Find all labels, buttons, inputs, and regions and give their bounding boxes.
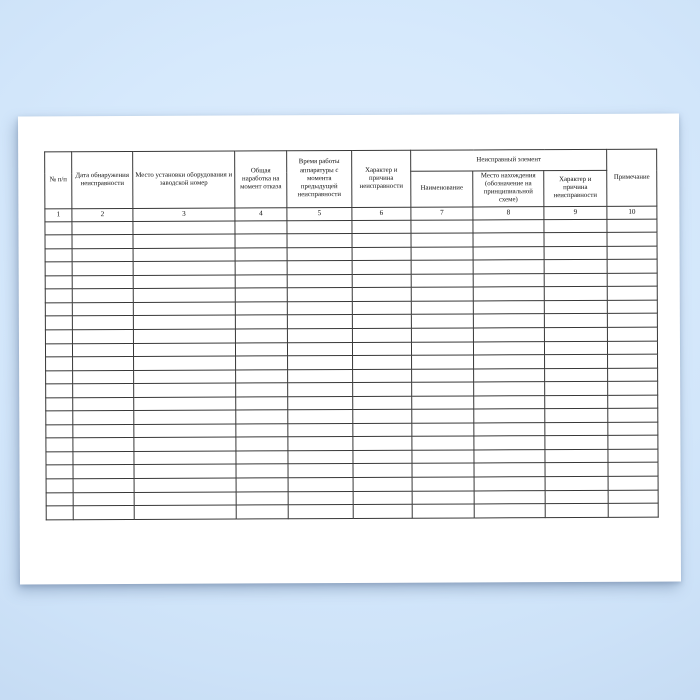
empty-cell — [545, 476, 608, 490]
empty-cell — [287, 234, 352, 248]
empty-cell — [473, 219, 544, 233]
empty-cell — [608, 381, 658, 395]
empty-cell — [287, 220, 352, 234]
empty-cell — [133, 221, 235, 235]
empty-cell — [45, 221, 72, 235]
empty-cell — [287, 247, 352, 261]
empty-cell — [133, 248, 235, 262]
empty-cell — [545, 409, 608, 423]
empty-cell — [287, 274, 352, 288]
empty-cell — [411, 274, 473, 288]
empty-cell — [411, 342, 473, 356]
empty-cell — [288, 437, 353, 451]
empty-cell — [607, 232, 657, 246]
empty-cell — [544, 287, 607, 301]
empty-cell — [288, 450, 353, 464]
empty-cell — [353, 410, 412, 424]
empty-cell — [353, 423, 412, 437]
empty-cell — [412, 463, 474, 477]
empty-cell — [473, 233, 544, 247]
empty-cell — [46, 397, 73, 411]
empty-cell — [287, 261, 352, 275]
empty-cell — [545, 382, 608, 396]
empty-cell — [45, 303, 72, 317]
empty-cell — [134, 464, 236, 478]
empty-cell — [352, 274, 411, 288]
empty-cell — [134, 424, 236, 438]
empty-cell — [412, 382, 474, 396]
column-number: 5 — [287, 207, 352, 220]
column-header-install-place: Место установки оборудования и заводской номер — [133, 151, 235, 208]
empty-cell — [133, 343, 235, 357]
empty-cell — [473, 260, 544, 274]
column-header-total-operating-time: Общая наработка на момент отказа — [235, 151, 287, 208]
empty-cell — [608, 368, 658, 382]
empty-cell — [545, 422, 608, 436]
empty-cell — [72, 221, 133, 235]
empty-cell — [353, 355, 412, 369]
empty-cell — [73, 438, 134, 452]
empty-cell — [544, 314, 607, 328]
empty-cell — [287, 328, 352, 342]
empty-cell — [545, 395, 608, 409]
empty-cell — [134, 410, 236, 424]
empty-cell — [288, 356, 353, 370]
empty-cell — [235, 275, 287, 289]
empty-cell — [72, 316, 133, 330]
empty-cell — [544, 233, 607, 247]
empty-cell — [544, 341, 607, 355]
empty-cell — [353, 437, 412, 451]
empty-cell — [545, 354, 608, 368]
column-number: 7 — [411, 207, 473, 220]
header-row-1 — [45, 149, 657, 173]
column-header-element-name: Наименование — [411, 171, 473, 207]
empty-cell — [73, 357, 134, 371]
empty-cell — [235, 288, 287, 302]
empty-cell — [353, 450, 412, 464]
empty-cell — [72, 235, 133, 249]
empty-cell — [288, 423, 353, 437]
empty-cell — [608, 476, 658, 490]
empty-cell — [235, 302, 287, 316]
empty-cell — [288, 505, 353, 519]
empty-cell — [134, 478, 236, 492]
empty-cell — [474, 436, 545, 450]
empty-cell — [412, 409, 474, 423]
empty-cell — [46, 438, 73, 452]
empty-cell — [608, 503, 658, 517]
empty-cell — [72, 248, 133, 262]
column-number: 3 — [133, 208, 235, 221]
empty-cell — [608, 422, 658, 436]
empty-cell — [474, 382, 545, 396]
empty-cell — [544, 300, 607, 314]
empty-cell — [73, 424, 134, 438]
empty-cell — [45, 316, 72, 330]
empty-cell — [72, 262, 133, 276]
empty-cell — [287, 315, 352, 329]
empty-cell — [474, 490, 545, 504]
empty-cell — [411, 328, 473, 342]
empty-cell — [474, 477, 545, 491]
empty-cell — [544, 219, 607, 233]
empty-cell — [288, 383, 353, 397]
empty-cell — [134, 437, 236, 451]
empty-cell — [412, 396, 474, 410]
empty-cell — [46, 492, 73, 506]
empty-cell — [45, 262, 72, 276]
empty-cell — [607, 273, 657, 287]
empty-cell — [411, 287, 473, 301]
empty-cell — [474, 504, 545, 518]
document-page — [18, 114, 681, 585]
empty-cell — [288, 369, 353, 383]
empty-cell — [353, 396, 412, 410]
empty-cell — [473, 287, 544, 301]
empty-cell — [608, 449, 658, 463]
empty-cell — [288, 491, 353, 505]
empty-cell — [608, 436, 658, 450]
fault-log-table — [44, 149, 659, 520]
empty-cell — [411, 247, 473, 261]
column-header-date-found: Дата обнаружения неисправности — [72, 151, 133, 208]
empty-cell — [412, 423, 474, 437]
empty-cell — [353, 369, 412, 383]
empty-cell — [73, 397, 134, 411]
empty-cell — [46, 479, 73, 493]
empty-cell — [46, 357, 73, 371]
empty-cell — [545, 490, 608, 504]
empty-cell — [45, 289, 72, 303]
empty-cell — [45, 330, 72, 344]
empty-cell — [545, 449, 608, 463]
empty-cell — [133, 315, 235, 329]
column-number: 6 — [352, 207, 411, 220]
empty-cell — [46, 425, 73, 439]
empty-cell — [544, 273, 607, 287]
empty-cell — [236, 424, 288, 438]
column-group-header-faulty-element: Неисправный элемент — [411, 149, 607, 171]
empty-cell — [236, 451, 288, 465]
empty-cell — [607, 341, 657, 355]
empty-cell — [287, 301, 352, 315]
empty-cell — [236, 464, 288, 478]
empty-cell — [353, 382, 412, 396]
empty-cell — [473, 314, 544, 328]
empty-cell — [73, 411, 134, 425]
empty-cell — [544, 260, 607, 274]
empty-cell — [352, 315, 411, 329]
empty-cell — [236, 478, 288, 492]
column-number: 9 — [544, 206, 607, 219]
empty-cell — [287, 288, 352, 302]
empty-cell — [288, 396, 353, 410]
empty-cell — [133, 261, 235, 275]
empty-cell — [608, 354, 658, 368]
empty-cell — [133, 302, 235, 316]
empty-cell — [608, 395, 658, 409]
empty-cell — [607, 246, 657, 260]
empty-cell — [288, 464, 353, 478]
empty-cell — [352, 288, 411, 302]
empty-cell — [545, 463, 608, 477]
empty-cell — [134, 451, 236, 465]
empty-cell — [412, 491, 474, 505]
empty-cell — [288, 410, 353, 424]
empty-cell — [607, 219, 657, 233]
empty-cell — [46, 384, 73, 398]
empty-cell — [473, 341, 544, 355]
column-number: 2 — [72, 208, 133, 221]
empty-cell — [474, 395, 545, 409]
empty-cell — [352, 328, 411, 342]
empty-cell — [46, 465, 73, 479]
column-number: 8 — [473, 206, 544, 219]
column-header-element-location: Место нахождения (обозначение на принципиальной схеме) — [473, 171, 544, 207]
empty-cell — [545, 368, 608, 382]
empty-cell — [474, 409, 545, 423]
empty-cell — [544, 246, 607, 260]
empty-cell — [236, 410, 288, 424]
empty-cell — [235, 342, 287, 356]
empty-cell — [607, 314, 657, 328]
empty-cell — [72, 275, 133, 289]
empty-rows-container — [45, 219, 658, 520]
empty-cell — [353, 504, 412, 518]
empty-cell — [287, 342, 352, 356]
empty-cell — [607, 327, 657, 341]
empty-cell — [235, 220, 287, 234]
empty-cell — [45, 235, 72, 249]
empty-cell — [235, 329, 287, 343]
empty-cell — [236, 491, 288, 505]
empty-cell — [473, 273, 544, 287]
empty-cell — [412, 436, 474, 450]
empty-cell — [73, 492, 134, 506]
empty-cell — [474, 463, 545, 477]
empty-cell — [236, 437, 288, 451]
empty-cell — [45, 276, 72, 290]
table-row — [46, 503, 658, 519]
empty-cell — [545, 503, 608, 517]
empty-cell — [73, 506, 134, 520]
empty-cell — [46, 452, 73, 466]
empty-cell — [134, 370, 236, 384]
empty-cell — [73, 478, 134, 492]
empty-cell — [545, 436, 608, 450]
empty-cell — [72, 289, 133, 303]
empty-cell — [133, 329, 235, 343]
column-header-element-fault-cause: Характер и причина неисправности — [544, 170, 607, 206]
empty-cell — [412, 477, 474, 491]
empty-cell — [236, 356, 288, 370]
empty-cell — [474, 422, 545, 436]
empty-cell — [133, 275, 235, 289]
empty-cell — [134, 356, 236, 370]
empty-cell — [352, 260, 411, 274]
empty-cell — [235, 261, 287, 275]
empty-cell — [352, 247, 411, 261]
empty-cell — [352, 342, 411, 356]
empty-cell — [353, 464, 412, 478]
empty-cell — [133, 234, 235, 248]
empty-cell — [235, 234, 287, 248]
empty-cell — [412, 369, 474, 383]
empty-cell — [473, 246, 544, 260]
empty-cell — [46, 370, 73, 384]
empty-cell — [236, 505, 288, 519]
empty-cell — [607, 259, 657, 273]
empty-cell — [134, 505, 236, 519]
empty-cell — [236, 369, 288, 383]
empty-cell — [607, 287, 657, 301]
empty-cell — [412, 450, 474, 464]
empty-cell — [544, 327, 607, 341]
empty-cell — [353, 477, 412, 491]
empty-cell — [134, 492, 236, 506]
empty-cell — [235, 247, 287, 261]
empty-cell — [411, 260, 473, 274]
empty-cell — [235, 315, 287, 329]
empty-cell — [607, 300, 657, 314]
empty-cell — [352, 220, 411, 234]
column-number: 1 — [45, 208, 72, 221]
empty-cell — [474, 450, 545, 464]
empty-cell — [72, 302, 133, 316]
column-number: 10 — [607, 206, 657, 219]
empty-cell — [352, 233, 411, 247]
empty-cell — [134, 383, 236, 397]
empty-cell — [412, 355, 474, 369]
empty-cell — [73, 451, 134, 465]
empty-cell — [411, 301, 473, 315]
empty-cell — [608, 408, 658, 422]
empty-cell — [72, 343, 133, 357]
empty-cell — [608, 490, 658, 504]
empty-cell — [46, 506, 73, 520]
empty-cell — [608, 463, 658, 477]
empty-cell — [45, 248, 72, 262]
empty-cell — [474, 355, 545, 369]
empty-cell — [473, 328, 544, 342]
empty-cell — [411, 314, 473, 328]
empty-cell — [236, 383, 288, 397]
empty-cell — [134, 397, 236, 411]
column-header-index: № п/п — [45, 152, 72, 209]
empty-cell — [236, 397, 288, 411]
empty-cell — [411, 233, 473, 247]
empty-cell — [474, 368, 545, 382]
empty-cell — [46, 411, 73, 425]
empty-cell — [73, 384, 134, 398]
empty-cell — [45, 343, 72, 357]
empty-cell — [352, 301, 411, 315]
empty-cell — [473, 301, 544, 315]
empty-cell — [72, 329, 133, 343]
column-number: 4 — [235, 207, 287, 220]
empty-cell — [133, 288, 235, 302]
column-header-fault-nature-cause: Характер и причина неисправности — [352, 150, 411, 207]
column-header-notes: Примечание — [607, 149, 657, 206]
empty-cell — [411, 220, 473, 234]
empty-cell — [412, 504, 474, 518]
empty-cell — [73, 370, 134, 384]
column-header-time-since-previous-fault: Время работы аппаратуры с момента предыдущей неисправности — [287, 150, 352, 207]
empty-cell — [73, 465, 134, 479]
empty-cell — [353, 491, 412, 505]
empty-cell — [288, 478, 353, 492]
